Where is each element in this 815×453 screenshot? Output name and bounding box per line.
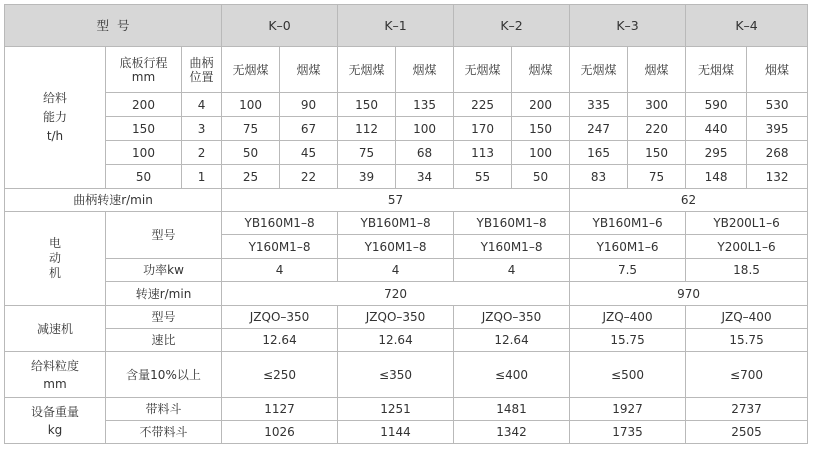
motor-type: YB160M1–8 <box>454 212 570 235</box>
motor-type: Y200L1–6 <box>686 235 808 259</box>
feed-row <box>5 93 808 117</box>
crank-value: 4 <box>182 93 222 117</box>
motor-type-label: 型号 <box>106 212 222 259</box>
feed-value: 67 <box>280 117 338 141</box>
weight-with: 2737 <box>686 398 808 421</box>
feed-value: 50 <box>222 141 280 165</box>
feed-value: 50 <box>512 165 570 189</box>
coal-anthracite: 无烟煤 <box>222 47 280 93</box>
coal-bituminous: 烟煤 <box>628 47 686 93</box>
feed-value: 75 <box>222 117 280 141</box>
weight-with-row <box>5 398 808 421</box>
feed-value: 34 <box>396 165 454 189</box>
feed-value: 530 <box>747 93 808 117</box>
granularity-sub-label: 含量10%以上 <box>106 352 222 398</box>
motor-type: YB160M1–8 <box>338 212 454 235</box>
model-k3: K–3 <box>570 5 686 47</box>
reducer-type-row <box>5 306 808 329</box>
model-k2: K–2 <box>454 5 570 47</box>
feed-value: 150 <box>338 93 396 117</box>
crank-label: 曲柄 位置 <box>182 47 222 93</box>
crank-speed-value: 57 <box>222 189 570 212</box>
stroke-label: 底板行程 mm <box>106 47 182 93</box>
motor-type: YB160M1–6 <box>570 212 686 235</box>
reducer-type: JZQO–350 <box>222 306 338 329</box>
feed-value: 247 <box>570 117 628 141</box>
reducer-ratio: 12.64 <box>454 329 570 352</box>
feed-value: 55 <box>454 165 512 189</box>
stroke-value: 50 <box>106 165 182 189</box>
feed-value: 225 <box>454 93 512 117</box>
reducer-type-label: 型号 <box>106 306 222 329</box>
feed-row <box>5 141 808 165</box>
feed-value: 25 <box>222 165 280 189</box>
motor-type: Y160M1–8 <box>454 235 570 259</box>
motor-speed-row <box>5 282 808 306</box>
coal-anthracite: 无烟煤 <box>338 47 396 93</box>
coal-anthracite: 无烟煤 <box>454 47 512 93</box>
reducer-type: JZQ–400 <box>686 306 808 329</box>
motor-label: 电 动 机 <box>5 212 106 306</box>
weight-with: 1481 <box>454 398 570 421</box>
feed-value: 150 <box>512 117 570 141</box>
coal-bituminous: 烟煤 <box>512 47 570 93</box>
motor-power: 4 <box>222 259 338 282</box>
motor-speed-label: 转速r/min <box>106 282 222 306</box>
feed-value: 335 <box>570 93 628 117</box>
model-header: 型 号 <box>5 5 222 47</box>
reducer-ratio: 15.75 <box>570 329 686 352</box>
feed-value: 90 <box>280 93 338 117</box>
coal-anthracite: 无烟煤 <box>570 47 628 93</box>
feed-value: 39 <box>338 165 396 189</box>
weight-without-label: 不带料斗 <box>106 421 222 444</box>
weight-without-row <box>5 421 808 444</box>
feed-value: 45 <box>280 141 338 165</box>
weight-with-label: 带料斗 <box>106 398 222 421</box>
feed-value: 100 <box>396 117 454 141</box>
feed-value: 75 <box>338 141 396 165</box>
granularity-value: ≤400 <box>454 352 570 398</box>
feed-value: 170 <box>454 117 512 141</box>
feed-value: 100 <box>512 141 570 165</box>
motor-power-label: 功率kw <box>106 259 222 282</box>
granularity-value: ≤700 <box>686 352 808 398</box>
feed-value: 83 <box>570 165 628 189</box>
motor-type: Y160M1–6 <box>570 235 686 259</box>
granularity-value: ≤250 <box>222 352 338 398</box>
stroke-value: 150 <box>106 117 182 141</box>
crank-value: 1 <box>182 165 222 189</box>
weight-with: 1927 <box>570 398 686 421</box>
motor-power: 18.5 <box>686 259 808 282</box>
feed-value: 220 <box>628 117 686 141</box>
weight-without: 1144 <box>338 421 454 444</box>
motor-power: 4 <box>454 259 570 282</box>
weight-without: 1026 <box>222 421 338 444</box>
granularity-row <box>5 352 808 398</box>
feed-value: 590 <box>686 93 747 117</box>
reducer-ratio: 15.75 <box>686 329 808 352</box>
reducer-type: JZQ–400 <box>570 306 686 329</box>
feed-value: 268 <box>747 141 808 165</box>
granularity-value: ≤500 <box>570 352 686 398</box>
motor-speed: 970 <box>570 282 808 306</box>
reducer-ratio-row <box>5 329 808 352</box>
motor-type-row <box>5 212 808 235</box>
feed-value: 113 <box>454 141 512 165</box>
feed-value: 440 <box>686 117 747 141</box>
crank-speed-label: 曲柄转速r/min <box>5 189 222 212</box>
feed-value: 200 <box>512 93 570 117</box>
motor-speed: 720 <box>222 282 570 306</box>
stroke-value: 200 <box>106 93 182 117</box>
crank-speed-row <box>5 189 808 212</box>
feed-value: 22 <box>280 165 338 189</box>
stroke-value: 100 <box>106 141 182 165</box>
feed-value: 112 <box>338 117 396 141</box>
feed-capacity-label: 给料 能力 t/h <box>5 47 106 189</box>
coal-bituminous: 烟煤 <box>396 47 454 93</box>
model-k1: K–1 <box>338 5 454 47</box>
coal-anthracite: 无烟煤 <box>686 47 747 93</box>
weight-with: 1127 <box>222 398 338 421</box>
motor-power-row <box>5 259 808 282</box>
feed-row <box>5 165 808 189</box>
feed-value: 300 <box>628 93 686 117</box>
feed-value: 100 <box>222 93 280 117</box>
coal-bituminous: 烟煤 <box>280 47 338 93</box>
model-k0: K–0 <box>222 5 338 47</box>
motor-power: 7.5 <box>570 259 686 282</box>
weight-without: 1735 <box>570 421 686 444</box>
feed-value: 68 <box>396 141 454 165</box>
crank-value: 3 <box>182 117 222 141</box>
feed-value: 295 <box>686 141 747 165</box>
motor-power: 4 <box>338 259 454 282</box>
feed-value: 132 <box>747 165 808 189</box>
motor-type: Y160M1–8 <box>338 235 454 259</box>
granularity-value: ≤350 <box>338 352 454 398</box>
weight-without: 1342 <box>454 421 570 444</box>
reducer-label: 减速机 <box>5 306 106 352</box>
crank-value: 2 <box>182 141 222 165</box>
coal-bituminous: 烟煤 <box>747 47 808 93</box>
feed-row <box>5 117 808 141</box>
granularity-label: 给料粒度 mm <box>5 352 106 398</box>
reducer-type: JZQO–350 <box>454 306 570 329</box>
weight-label: 设备重量 kg <box>5 398 106 444</box>
motor-type: YB200L1–6 <box>686 212 808 235</box>
reducer-ratio: 12.64 <box>222 329 338 352</box>
header-row <box>5 5 808 47</box>
feed-value: 75 <box>628 165 686 189</box>
reducer-ratio: 12.64 <box>338 329 454 352</box>
crank-speed-value: 62 <box>570 189 808 212</box>
feed-header-row <box>5 47 808 93</box>
reducer-type: JZQO–350 <box>338 306 454 329</box>
motor-type: Y160M1–8 <box>222 235 338 259</box>
feed-value: 395 <box>747 117 808 141</box>
weight-with: 1251 <box>338 398 454 421</box>
weight-without: 2505 <box>686 421 808 444</box>
feed-value: 148 <box>686 165 747 189</box>
feed-value: 165 <box>570 141 628 165</box>
feed-value: 150 <box>628 141 686 165</box>
feed-value: 135 <box>396 93 454 117</box>
motor-type: YB160M1–8 <box>222 212 338 235</box>
spec-table <box>4 4 808 444</box>
model-k4: K–4 <box>686 5 808 47</box>
reducer-ratio-label: 速比 <box>106 329 222 352</box>
